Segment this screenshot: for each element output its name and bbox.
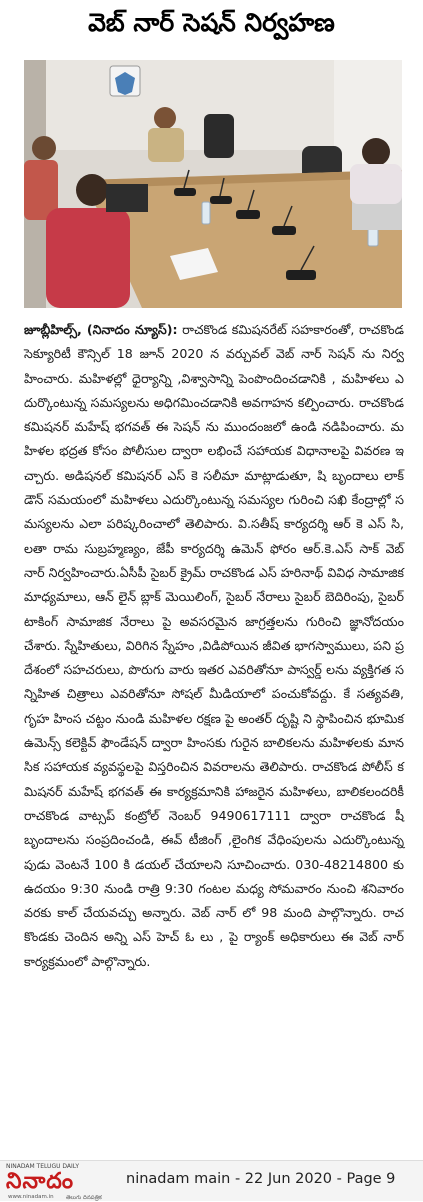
ninadam-logo: [6, 1163, 116, 1199]
logo-tagline: NINADAM TELUGU DAILY: [6, 1163, 79, 1170]
page-reference: ninadam main - 22 Jun 2020 - Page 9: [126, 1171, 396, 1187]
article-text: రాచకొండ కమిషనరేట్ సహకారంతో, రాచకొండ సెక్యూరిటీ కౌన్సిల్ 18 జూన్ 2020 న వర్చువల్ వెబ్ నార్ సెషన్ ను నిర్వహించారు. మహిళల్లో ధైర్యాన్ని ,విశ్వాసాన్ని పెంపొందించడానికి , మహిళలు ఎదుర్కొంటున్న సమస్యలను అధిగమించడానికి అవగాహన కల్పించారు. రాచకొండ కమిషనర్ మహేష్ భగవత్ ఈ సెషన్ ను ముందంజలో ఉండి నడిపించారు. మహిళల భద్రత కోసం పోలీసుల ద్వారా లభించే సహాయక విధానాలపై వివరణ ఇచ్చారు. అడిషనల్ కమిషనర్ ఎస్ కె సలీమా మాట్లాడుతూ, షి బృందాలు లాక్ డౌన్ సమయంలో మహిళలు ఎదుర్కొంటున్న సమస్యల గురించి సఖి కేంద్రాల్లో సమస్యలను ఎలా పరిష్కరించాలో తెలిపారు. వి.సతీష్ కార్యదర్శి ఆర్ కె ఎస్ సి, లతా రామ సుబ్రహ్మణ్యం, జేపీ కార్యదర్శి ఉమెన్ ఫోరం ఆర్.కె.ఎస్ సాక్ వెబ్ నార్ నిర్వహించారు.ఏసీపీ సైబర్ క్రైమ్ రాచకొండ ఎస్ హరినాథ్ వివిధ సామాజిక మాధ్యమాలు, ఆన్ లైన్ బ్లాక్ మెయిలింగ్, సైబర్ నేరాలు సైబర్ బెదిరింపు, సైబర్ టాకింగ్ సామాజిక నేరాలు పై అవసరమైన జాగ్రత్తలను గురించి జ్ఞానోదయం చేశారు. స్నేహితులు, విరిగిన స్నేహం ,విడిపోయిన జీవిత భాగస్వాములు, పని ప్రదేశంలో సహచరులు, పొరుగు వారు ఇతర ఎవరితోనూ పాస్వర్డ్ లను వ్యక్తిగత సన్నిహిత చిత్రాలు ఎవరితోనూ సోషల్ మీడియాలో పంచుకోవద్దు. కే సత్యవతి, గృహ హింస చట్టం నుండి మహిళల రక్షణ పై అంతర్ దృష్టి ని స్థాపించిన భూమిక ఉమెన్స్ కలెక్టివ్ ఫౌండేషన్ ద్వారా హింసకు గురైన బాలికలను మహిళలకు మానసిక సహాయక వ్యవస్థలపై విస్తరించిన వివరాలను తెలిపారు. రాచకొండ పోలీస్ కమిషనర్ మహేష్ భగవత్ ఈ కార్యక్రమానికి హాజరైన మహిళలు, బాలికలందరికీ రాచకొండ వాట్సప్ కంట్రోల్ నెంబర్ 9490617111 ద్వారా రాచకొండ షీ బృందాలను సంప్రదించండి, ఈవ్ టీజింగ్ ,లైంగిక వేధింపులను ఎదుర్కొంటున్న పుడు వెంటనే 100 కి డయల్ చేయాలని సూచించారు. 030-48214800 కు ఉదయం 9:30 నుండి రాత్రి 9:30 గంటల మధ్య సోమవారం నుంచి శనివారం వరకు కాల్ చేయవచ్చు అన్నారు. వెబ్ నార్ లో 98 మంది పాల్గొన్నారు. రాచకొండకు చెందిన అన్ని ఎస్ హెచ్ ఓ లు , పై ర్యాంక్ అధికారులు ఈ వెబ్ నార్ కార్యక్రమంలో పాల్గొన్నారు.: [24, 322, 404, 969]
article-body: [24, 318, 404, 974]
logo-subtitle: తెలుగు దినపత్రిక: [66, 1195, 102, 1201]
article-dateline: జూబ్లీహిల్స్, (నినాదం న్యూస్):: [24, 322, 178, 337]
meeting-photo: [24, 60, 402, 308]
logo-url: www.ninadam.in: [8, 1194, 54, 1200]
logo-text: నినాదం: [6, 1169, 74, 1194]
headline: వెబ్ నార్ సెషన్ నిర్వహణ: [88, 8, 335, 37]
page-footer: [0, 1160, 423, 1201]
